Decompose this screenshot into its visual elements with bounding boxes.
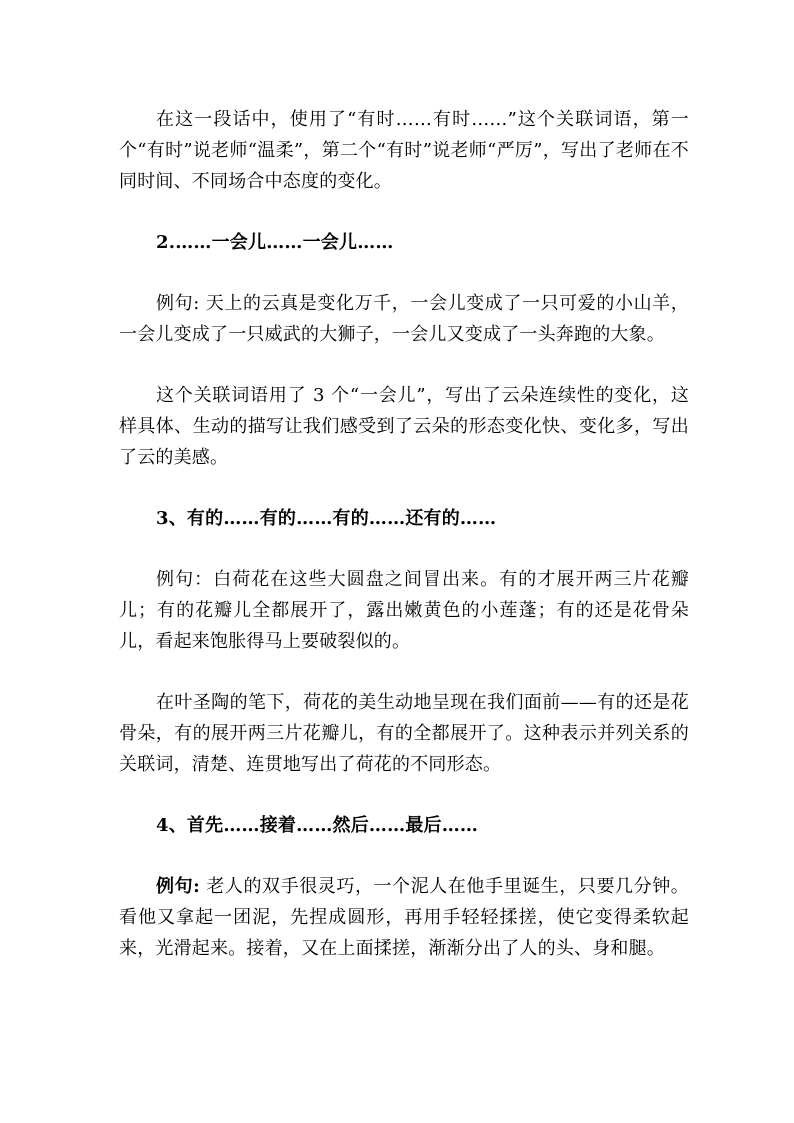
paragraph-youde-explanation: 在叶圣陶的笔下，荷花的美生动地呈现在我们面前——有的还是花骨朵，有的展开两三片花瓣儿，有的全都展开了。这种表示并列关系的关联词，清楚、连贯地写出了荷花的不同形态。 [119,692,689,775]
heading-yihuier: 2.……一会儿……一会儿…… [156,232,394,253]
example-lead-label: 例句: [156,876,201,897]
paragraph-shouxian-example [119,871,689,964]
heading-youde: 3、有的……有的……有的……还有的…… [156,508,497,529]
paragraph-yihuier-explanation: 这个关联词语用了 3 个“一会儿”，写出了云朵连续性的变化，这样具体、生动的描写让我们感受到了云朵的形态变化快、变化多，写出了云的美感。 [119,385,689,468]
example-text: 老人的双手很灵巧，一个泥人在他手里诞生，只要几分钟。看他又拿起一团泥，先捏成圆形，再用手轻轻揉搓，使它变得柔软起来，光滑起来。接着，又在上面揉搓，渐渐分出了人的头、身和腿。 [119,876,690,959]
heading-shouxian: 4、首先……接着……然后……最后…… [156,815,479,836]
document-page [119,104,689,964]
paragraph-youshi-explanation: 在这一段话中，使用了“有时……有时……”这个关联词语，第一个“有时”说老师“温柔”，第二个“有时”说老师“严厉”，写出了老师在不同时间、不同场合中态度的变化。 [119,109,689,192]
paragraph-youde-example: 例句：白荷花在这些大圆盘之间冒出来。有的才展开两三片花瓣儿；有的花瓣儿全都展开了，露出嫩黄色的小莲蓬；有的还是花骨朵儿，看起来饱胀得马上要破裂似的。 [119,569,689,652]
paragraph-yihuier-example: 例句: 天上的云真是变化万千，一会儿变成了一只可爱的小山羊，一会儿变成了一只威武的大狮子，一会儿又变成了一头奔跑的大象。 [119,293,689,345]
